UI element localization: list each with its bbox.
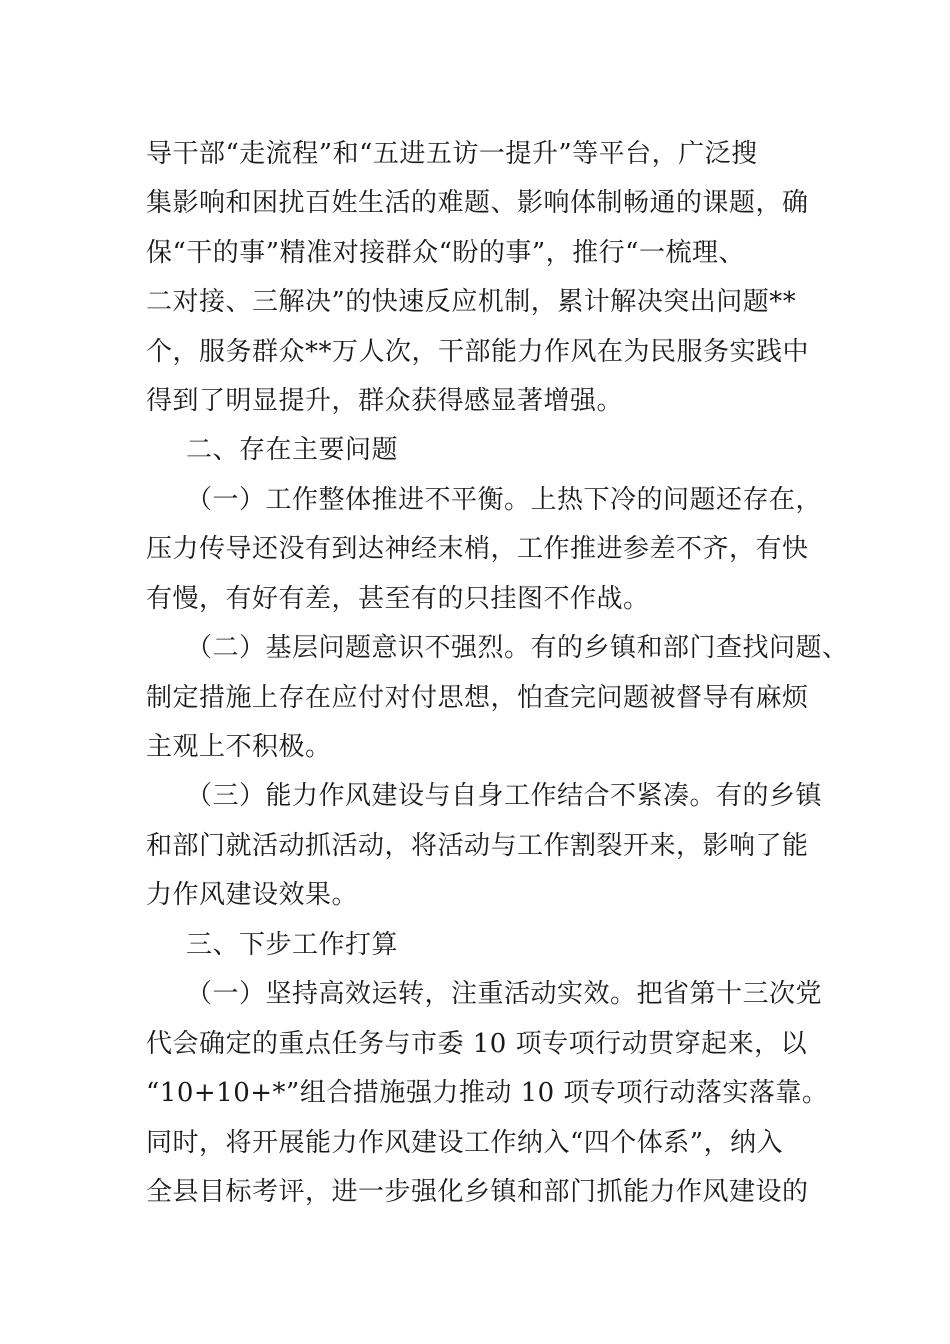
paragraph-line: （二）基层问题意识不强烈。有的乡镇和部门查找问题、 (186, 633, 849, 663)
paragraph-line: 主观上不积极。 (146, 732, 332, 762)
paragraph-line: 和部门就活动抓活动，将活动与工作割裂开来，影响了能 (146, 831, 809, 861)
paragraph-line: （三）能力作风建设与自身工作结合不紧凑。有的乡镇 (186, 781, 823, 811)
paragraph-line: 代会确定的重点任务与市委 10 项专项行动贯穿起来，以 (146, 1029, 808, 1059)
paragraph-line: 全县目标考评，进一步强化乡镇和部门抓能力作风建设的 (146, 1177, 809, 1207)
paragraph-line: （一）工作整体推进不平衡。上热下冷的问题还存在， (186, 485, 823, 515)
paragraph-line: 有慢，有好有差，甚至有的只挂图不作战。 (146, 584, 650, 614)
paragraph-line: 得到了明显提升，群众获得感显著增强。 (146, 386, 624, 416)
paragraph-line: 个，服务群众**万人次，干部能力作风在为民服务实践中 (146, 337, 810, 367)
paragraph-line: 压力传导还没有到达神经末梢，工作推进参差不齐，有快 (146, 534, 809, 564)
paragraph-line: 二对接、三解决”的快速反应机制，累计解决突出问题** (146, 287, 797, 317)
paragraph-line: “10+10+*”组合措施强力推动 10 项专项行动落实落靠。 (146, 1078, 829, 1108)
paragraph-line: （一）坚持高效运转，注重活动实效。把省第十三次党 (186, 979, 823, 1009)
paragraph-line: 导干部“走流程”和“五进五访一提升”等平台，广泛搜 (146, 139, 758, 169)
paragraph-line: 集影响和困扰百姓生活的难题、影响体制畅通的课题，确 (146, 188, 809, 218)
section-heading: 三、下步工作打算 (186, 930, 399, 960)
paragraph-line: 制定措施上存在应付对付思想，怕查完问题被督导有麻烦 (146, 683, 809, 713)
paragraph-line: 保“干的事”精准对接群众“盼的事”，推行“一梳理、 (146, 238, 745, 268)
paragraph-line: 同时，将开展能力作风建设工作纳入“四个体系”，纳入 (146, 1128, 784, 1158)
section-heading: 二、存在主要问题 (186, 435, 399, 465)
paragraph-line: 力作风建设效果。 (146, 880, 359, 910)
